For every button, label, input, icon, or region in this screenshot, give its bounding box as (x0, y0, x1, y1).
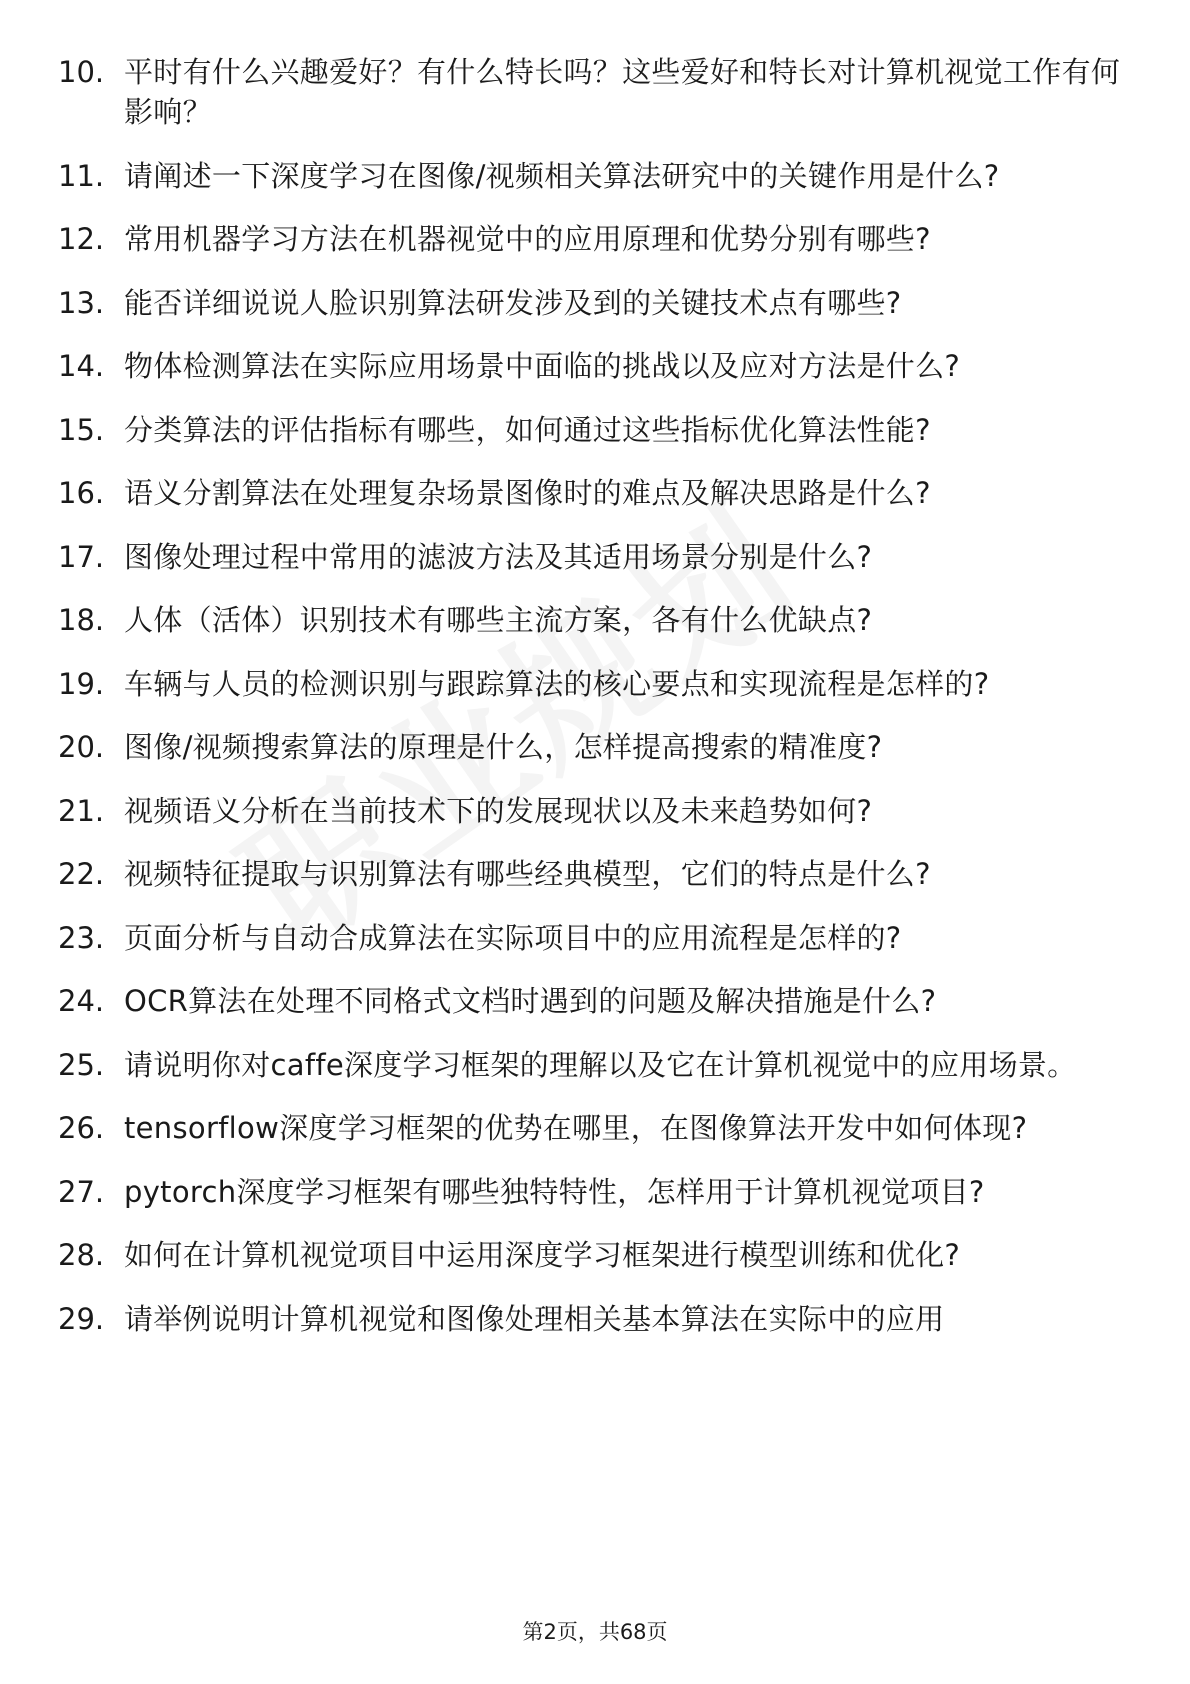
question-list (58, 52, 1138, 1362)
question-text: 常用机器学习方法在机器视觉中的应用原理和优势分别有哪些? (124, 222, 931, 256)
question-number: 10. (58, 55, 105, 89)
list-item (58, 600, 1138, 640)
list-item (58, 219, 1138, 259)
question-number: 25. (58, 1047, 105, 1082)
list-item (58, 52, 1138, 132)
question-number: 12. (58, 222, 105, 256)
page-footer: 第2页，共68页 (522, 1620, 668, 1644)
question-text: pytorch深度学习框架有哪些独特特性，怎样用于计算机视觉项目? (124, 1174, 985, 1209)
list-item (58, 1299, 1138, 1339)
question-number: 23. (58, 920, 105, 955)
question-number: 20. (58, 730, 105, 764)
list-item (58, 918, 1138, 958)
question-text: 能否详细说说人脸识别算法研发涉及到的关键技术点有哪些? (124, 285, 902, 320)
list-item (58, 1235, 1138, 1275)
list-item (58, 854, 1138, 894)
question-number: 15. (58, 412, 105, 447)
list-item (58, 1172, 1138, 1212)
list-item (58, 664, 1138, 704)
question-text: 页面分析与自动合成算法在实际项目中的应用流程是怎样的? (124, 920, 902, 955)
question-text: 物体检测算法在实际应用场景中面临的挑战以及应对方法是什么? (124, 349, 961, 383)
question-number: 19. (58, 666, 105, 701)
question-number: 13. (58, 285, 105, 320)
question-text: 图像/视频搜索算法的原理是什么，怎样提高搜索的精准度? (124, 730, 883, 764)
question-number: 14. (58, 349, 105, 383)
list-item (58, 981, 1138, 1021)
question-number: 28. (58, 1238, 105, 1272)
question-number: 16. (58, 476, 105, 510)
question-text: 车辆与人员的检测识别与跟踪算法的核心要点和实现流程是怎样的? (124, 666, 990, 701)
question-number: 17. (58, 539, 105, 574)
question-text: 语义分割算法在处理复杂场景图像时的难点及解决思路是什么? (124, 476, 931, 510)
question-text: 视频语义分析在当前技术下的发展现状以及未来趋势如何? (124, 793, 873, 828)
question-text: 请说明你对caffe深度学习框架的理解以及它在计算机视觉中的应用场景。 (124, 1047, 1077, 1082)
question-text: 平时有什么兴趣爱好？有什么特长吗？这些爱好和特长对计算机视觉工作有何影响？ (124, 55, 1121, 129)
list-item (58, 537, 1138, 577)
question-text: 人体（活体）识别技术有哪些主流方案，各有什么优缺点? (124, 603, 873, 637)
question-number: 21. (58, 793, 105, 828)
question-number: 27. (58, 1174, 105, 1209)
list-item (58, 1045, 1138, 1085)
list-item (58, 346, 1138, 386)
question-text: 请举例说明计算机视觉和图像处理相关基本算法在实际中的应用 (124, 1301, 945, 1336)
list-item (58, 283, 1138, 323)
list-item (58, 727, 1138, 767)
list-item (58, 1108, 1138, 1148)
question-number: 29. (58, 1301, 105, 1336)
question-number: 18. (58, 603, 105, 637)
question-text: tensorflow深度学习框架的优势在哪里，在图像算法开发中如何体现? (124, 1111, 1028, 1145)
list-item (58, 410, 1138, 450)
list-item (58, 791, 1138, 831)
question-text: OCR算法在处理不同格式文档时遇到的问题及解决措施是什么? (124, 984, 937, 1018)
list-item (58, 156, 1138, 196)
question-number: 26. (58, 1111, 105, 1145)
question-number: 22. (58, 857, 105, 891)
question-text: 请阐述一下深度学习在图像/视频相关算法研究中的关键作用是什么? (124, 158, 1000, 193)
question-number: 24. (58, 984, 105, 1018)
question-text: 如何在计算机视觉项目中运用深度学习框架进行模型训练和优化? (124, 1238, 961, 1272)
question-text: 图像处理过程中常用的滤波方法及其适用场景分别是什么? (124, 539, 873, 574)
question-text: 视频特征提取与识别算法有哪些经典模型，它们的特点是什么? (124, 857, 931, 891)
list-item (58, 473, 1138, 513)
question-number: 11. (58, 158, 105, 193)
question-text: 分类算法的评估指标有哪些，如何通过这些指标优化算法性能? (124, 412, 931, 447)
